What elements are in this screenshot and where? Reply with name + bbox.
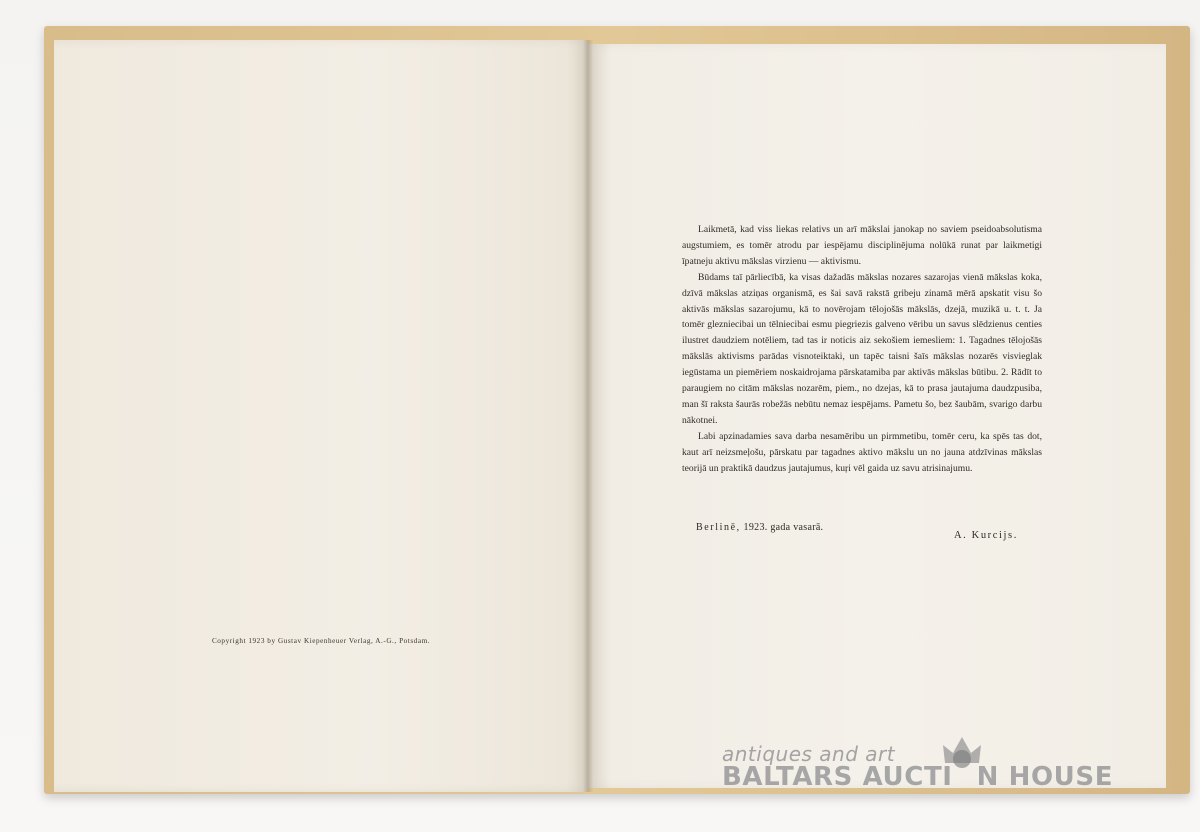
watermark-house-name <box>722 762 1142 792</box>
dateline-place: Berlinē, <box>696 522 741 533</box>
watermark-house-part1: BALTARS AUCTI <box>722 762 953 792</box>
paragraph-3: Labi apzinadamies sava darba nesamēribu un pirmmetibu, tomēr ceru, ka spēs tas dot, kaut arī neizsmeļošu, pārskatu par tagadnes aktivo mākslu un no jauna atdzīvinas mākslas teorijā un praktikā daudzus jautajumus, kuŗi vēl gaida uz savu atrisinajumu. <box>682 430 1042 474</box>
dateline <box>696 522 823 533</box>
book-gutter <box>583 40 593 792</box>
foreword-text <box>682 222 1042 477</box>
watermark-tagline: antiques and art <box>722 742 896 766</box>
watermark-house-part2: N HOUSE <box>976 762 1114 792</box>
author-signature: A. Kurcijs. <box>954 530 1018 541</box>
paragraph-1: Laikmetā, kad viss liekas relativs un arī mākslai janokap no saviem pseidoabsolutisma augstumiem, es tomēr atrodu par iespējamu disciplinējuma nolūkā runat par laikmetigi īpatneju aktivu mākslas virzienu — aktivismu. <box>682 224 1042 267</box>
copyright-line: Copyright 1923 by Gustav Kiepenheuer Verlag, A.-G., Potsdam. <box>211 637 431 645</box>
left-page <box>54 40 588 792</box>
dateline-date: 1923. gada vasarā. <box>743 522 824 533</box>
paragraph-2: Būdams taī pārliecībā, ka visas dažadās mākslas nozares sazarojas vienā mākslas koka, dzīvā mākslas atziņas organismā, es šai savā rakstā gribeju zinamā mērā apskatit visu šo aktivās mākslas sazarojumu, kā to novērojam tēlojošās mākslās, dzejā, muzikā u. t. t. Ja tomēr glezniecibai un tēlniecibai esmu piegriezis galveno vēribu un savus slēdzienus centies ilustret daudziem notēliem, tad tas ir noticis aiz sekošiem iemesliem: 1. Tagadnes tēlojošās mākslās aktivisms parādas visnoteiktaki, un tapēc taisni šaīs mākslas nozarēs visvieglak iegūstama un piemēriem noskaidrojama pārskatamiba par aktivās mākslas būtibu. 2. Rādīt to paraugiem no citām mākslas nozarēm, piem., no dzejas, kā to prasa jautajuma daudzpusiba, man šī raksta šaurās robežās nebūtu nemaz iespējams. Pametu šo, bez šaubām, svarigo darbu nākotnei. <box>682 271 1042 426</box>
